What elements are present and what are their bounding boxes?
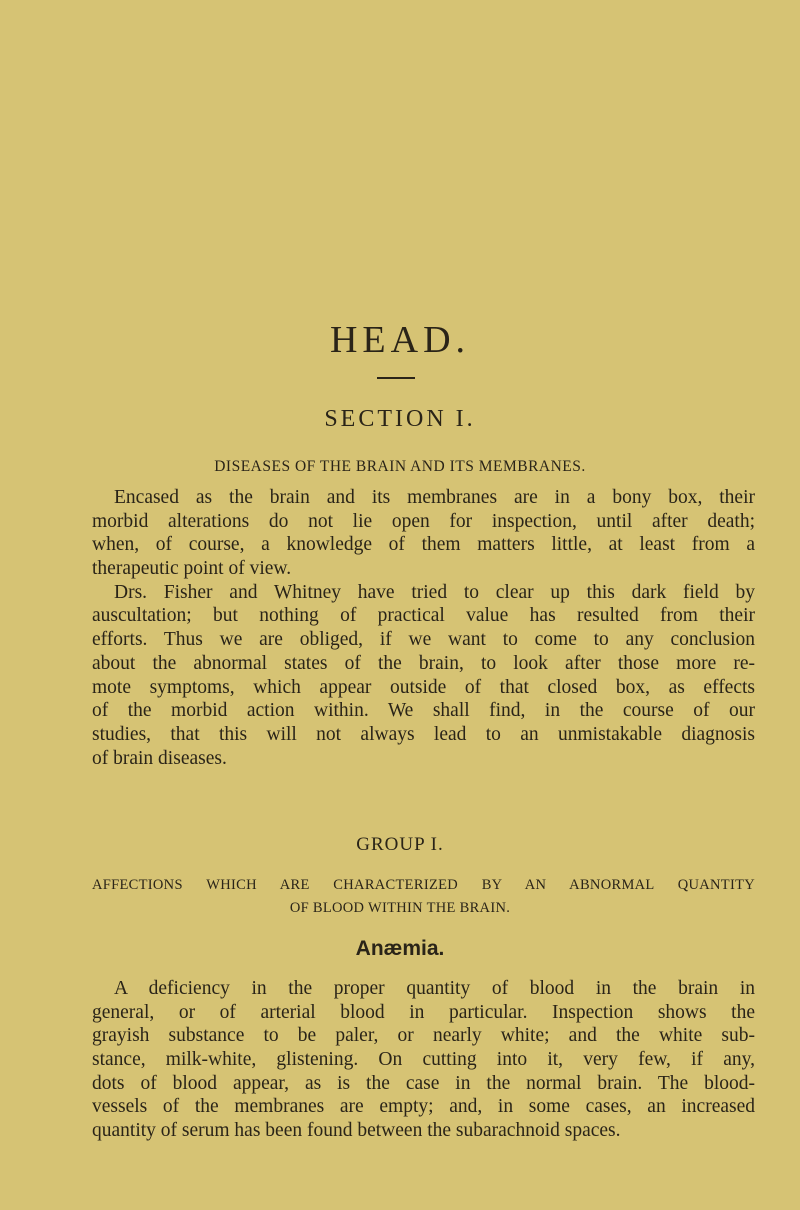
page-title: HEAD. (329, 319, 471, 361)
text-line: Encased as the brain and its membranes are in a bony box, their (114, 487, 755, 508)
group-subtitle-line: AFFECTIONS WHICH ARE CHARACTERIZED BY AN ABNORMAL QUANTITY (92, 877, 755, 893)
disease-heading: Anæmia. (355, 937, 445, 960)
text-line: vessels of the membranes are empty; and, in some cases, an increased (92, 1096, 755, 1118)
text-line: of brain diseases. (92, 747, 227, 769)
title-rule-divider (377, 377, 415, 379)
text-line: about the abnormal states of the brain, to look after those more re- (92, 652, 755, 674)
intro-paragraphs (92, 486, 755, 770)
text-line: quantity of serum has been found between the subarachnoid spaces. (92, 1120, 621, 1142)
section-subtitle: DISEASES OF THE BRAIN AND ITS MEMBRANES. (214, 458, 586, 475)
group-subtitle-line: OF BLOOD WITHIN THE BRAIN. (289, 900, 511, 916)
text-line: morbid alterations do not lie open for inspection, until after death; (92, 510, 755, 532)
group-heading: GROUP I. (356, 834, 444, 855)
text-line: Drs. Fisher and Whitney have tried to clear up this dark field by (114, 581, 755, 603)
text-line: auscultation; but nothing of practical value has resulted from their (92, 605, 755, 627)
text-line: dots of blood appear, as is the case in the normal brain. The blood- (92, 1072, 755, 1094)
text-line: general, or of arterial blood in particular. Inspection shows the (92, 1001, 755, 1023)
text-line: when, of course, a knowledge of them matters little, at least from a (92, 534, 755, 556)
text-line: therapeutic point of view. (92, 558, 292, 580)
text-line: A deficiency in the proper quantity of blood in the brain in (114, 978, 755, 999)
text-line: mote symptoms, which appear outside of that closed box, as effects (92, 676, 755, 698)
text-line: grayish substance to be paler, or nearly white; and the white sub- (92, 1025, 755, 1047)
text-line: stance, milk-white, glistening. On cutting into it, very few, if any, (92, 1049, 755, 1071)
anaemia-paragraph (92, 977, 755, 1143)
section-heading: SECTION I. (324, 406, 476, 432)
text-line: efforts. Thus we are obliged, if we want to come to any conclusion (92, 629, 755, 651)
text-line: of the morbid action within. We shall find, in the course of our (92, 700, 755, 722)
text-line: studies, that this will not always lead to an unmistakable diagnosis (92, 723, 755, 745)
